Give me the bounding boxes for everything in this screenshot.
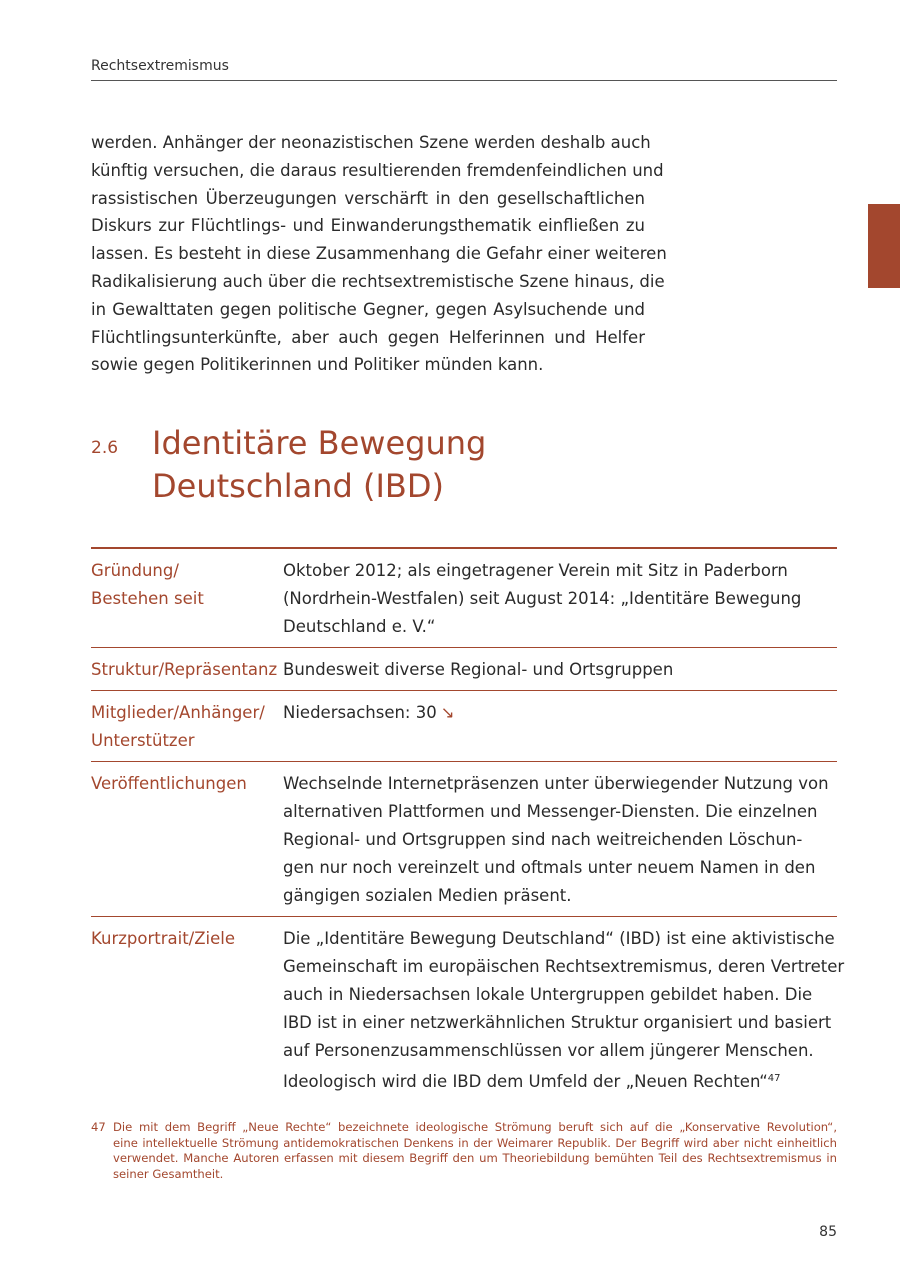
row-label [91,770,283,910]
running-header: Rechtsextremismus [91,58,837,81]
intro-line: lassen. Es besteht in diese Zusammenhang die Gefahr einer weiteren [91,244,667,264]
row-label-line: Bestehen seit [91,589,204,608]
row-value-line: Gemeinschaft im europäischen Rechtsextremismus, deren Vertreter [283,957,845,976]
row-value-line: IBD ist in einer netzwerkähnlichen Struktur organisiert und basiert [283,1013,832,1032]
table-row-members [91,691,837,762]
footnote-line: eine intellektuelle Strömung antidemokratischen Denkens in der Weimarer Republik. Der Begriff wird aber nicht einheitlich [113,1135,837,1150]
intro-line: Flüchtlingsunterkünfte, aber auch gegen Helferinnen und Helfer [91,327,645,347]
footnote-text [113,1120,837,1182]
footnote-line: seiner Gesamtheit. [113,1166,224,1181]
row-value-line: (Nordrhein-Westfalen) seit August 2014: „Identitäre Bewegung [283,589,802,608]
footnote-reference[interactable]: 47 [767,1073,781,1084]
table-row-founding [91,549,837,648]
table-row-profile [91,917,845,1102]
footnote-number: 47 [91,1120,106,1134]
section-title-line: Deutschland (IBD) [152,467,444,505]
fact-table [91,547,845,1102]
table-row-structure [91,648,837,691]
arrow-down-right-icon: ↘ [440,703,455,722]
intro-line: künftig versuchen, die daraus resultierenden fremdenfeindlichen und [91,160,664,180]
members-count: Niedersachsen: 30 [283,703,437,722]
section-title-line: Identitäre Bewegung [152,424,487,462]
row-label-line: Gründung/ [91,561,179,580]
row-value [283,770,837,910]
row-label [91,925,283,1096]
section-title [152,422,486,508]
footnote-line: verwendet. Manche Autoren erfassen mit diesem Begriff den um Theoriebildung bemühten Teil des Rechtsextremismus in [113,1151,837,1165]
row-value [283,557,837,641]
row-label-line: Struktur/Repräsentanz [91,660,278,679]
intro-line: Diskurs zur Flüchtlings- und Einwanderungsthematik einfließen zu [91,216,645,236]
section-number: 2.6 [91,438,119,458]
row-value-text: Ideologisch wird die IBD dem Umfeld der „Neuen Rechten“ [283,1072,768,1091]
footnote [91,1120,837,1182]
page-number: 85 [819,1224,837,1240]
row-value-line [283,1065,837,1096]
row-value-line: Oktober 2012; als eingetragener Verein mit Sitz in Paderborn [283,561,788,580]
intro-line: werden. Anhänger der neonazistischen Szene werden deshalb auch [91,133,651,152]
row-label [91,656,283,684]
row-value-line: alternativen Plattformen und Messenger-Diensten. Die einzelnen [283,802,818,821]
row-value-line: auf Personenzusammenschlüssen vor allem jüngerer Menschen. [283,1041,814,1060]
row-label-line: Mitglieder/Anhänger/ [91,703,265,722]
row-value-line: auch in Niedersachsen lokale Untergruppen gebildet haben. Die [283,985,813,1004]
footnote-line: Die mit dem Begriff „Neue Rechte“ bezeichnete ideologische Strömung beruft sich auf die „Konservative Revolution“, [113,1120,837,1134]
row-value-line [283,699,837,727]
chapter-marker-tab [868,204,900,288]
intro-line: Radikalisierung auch über die rechtsextremistische Szene hinaus, die [91,271,665,291]
table-row-publications [91,762,837,917]
row-value-line: gen nur noch vereinzelt und oftmals unter neuem Namen in den [283,858,816,877]
row-value-line: Regional- und Ortsgruppen sind nach weitreichenden Löschun- [283,830,803,849]
intro-paragraph [91,129,667,379]
row-value [283,925,845,1096]
row-value-line: gängigen sozialen Medien präsent. [283,886,572,905]
row-label-line: Unterstützer [91,731,195,750]
row-label-line: Kurzportrait/Ziele [91,929,236,948]
intro-line: sowie gegen Politikerinnen und Politiker münden kann. [91,355,544,375]
row-value-line: Bundesweit diverse Regional- und Ortsgruppen [283,660,674,679]
row-value-line: Wechselnde Internetpräsenzen unter überwiegender Nutzung von [283,774,829,793]
row-label-line: Veröffentlichungen [91,774,247,793]
row-value [283,656,837,684]
row-value-line: Die „Identitäre Bewegung Deutschland“ (IBD) ist eine aktivistische [283,929,835,948]
intro-line: rassistischen Überzeugungen verschärft in den gesellschaftlichen [91,188,645,208]
row-value [283,699,837,755]
row-label [91,557,283,641]
row-value-line: Deutschland e. V.“ [283,617,436,636]
intro-line: in Gewalttaten gegen politische Gegner, gegen Asylsuchende und [91,299,645,319]
row-label [91,699,283,755]
